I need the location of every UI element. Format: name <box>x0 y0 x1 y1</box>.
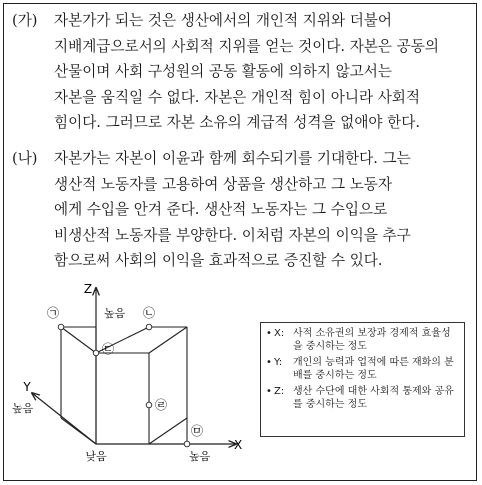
cube-edge <box>149 327 187 353</box>
point-marker <box>93 350 99 356</box>
y-axis <box>32 393 96 444</box>
passage-line: 지배계급으로서의 사회적 지위를 얻는 것이다. 자본은 공동의 <box>54 37 439 55</box>
point-marker <box>184 441 190 447</box>
legend-key: Z: <box>274 386 285 397</box>
legend-desc: 사적 소유권의 보장과 경제적 효율성을 중시하는 정도 <box>293 328 451 352</box>
cube-diagram <box>10 283 250 473</box>
point-label-4: ㉣ <box>154 398 168 412</box>
x-axis-label: X <box>234 438 243 452</box>
passage-line: 에게 수입을 안겨 준다. 생산적 노동자는 그 수입으로 <box>54 201 388 218</box>
legend-item-x: • X: 사적 소유권의 보장과 경제적 효율성을 중시하는 정도 <box>266 327 460 353</box>
passage-line: 생산적 노동자를 고용하여 상품을 생산하고 그 노동자 <box>54 175 392 193</box>
passage-line: 힘이다. 그러므로 자본 소유의 계급적 성격을 없애야 한다. <box>54 114 420 131</box>
origin-low-label: 낮음 <box>85 450 107 463</box>
legend-key: X: <box>274 328 285 339</box>
cube-edge <box>61 327 96 353</box>
passage-ga <box>12 8 468 136</box>
passage-line: 자본을 움직일 수 없다. 자본은 개인적 힘이 아니라 사회적 <box>54 88 420 106</box>
point-label-2: ㉡ <box>142 306 156 320</box>
passage-na <box>12 146 468 274</box>
legend-item-y: • Y: 개인의 능력과 업적에 따른 재화의 분배를 중시하는 정도 <box>266 356 460 382</box>
passage-line: 자본가가 되는 것은 생산에서의 개인적 지위와 더불어 <box>54 12 392 29</box>
legend-key: Y: <box>274 357 283 368</box>
legend-desc: 생산 수단에 대한 사회적 통제와 공유를 중시하는 정도 <box>293 386 454 410</box>
y-axis-label: Y <box>23 380 31 394</box>
passage-marker: (가) <box>12 12 38 29</box>
point-label-5: ㉤ <box>190 424 204 438</box>
y-high-label: 높음 <box>12 402 34 415</box>
legend-desc: 개인의 능력과 업적에 따른 재화의 분배를 중시하는 정도 <box>293 357 454 381</box>
z-high-label: 높음 <box>104 307 126 320</box>
z-axis-label: Z <box>83 283 93 296</box>
axis-legend <box>260 322 465 437</box>
point-marker <box>58 324 64 330</box>
passage-line: 산물이며 사회 구성원의 공동 활동에 의하지 않고서는 <box>54 63 392 80</box>
point-label-1: ㉠ <box>46 306 60 320</box>
passage-line: 함으로써 사회의 이익을 효과적으로 증진할 수 있다. <box>54 252 383 269</box>
cube-edge <box>149 418 187 444</box>
point-label-3: ㉢ <box>101 342 115 356</box>
passage-line: 비생산적 노동자를 부양한다. 이처럼 자본의 이익을 추구 <box>54 226 411 244</box>
x-high-label: 높음 <box>189 450 211 463</box>
point-marker <box>146 402 152 408</box>
passage-marker: (나) <box>12 150 38 167</box>
point-marker <box>146 324 152 330</box>
legend-item-z: • Z: 생산 수단에 대한 사회적 통제와 공유를 중시하는 정도 <box>266 385 460 411</box>
passage-line: 자본가는 자본이 이윤과 함께 회수되기를 기대한다. 그는 <box>54 150 411 167</box>
